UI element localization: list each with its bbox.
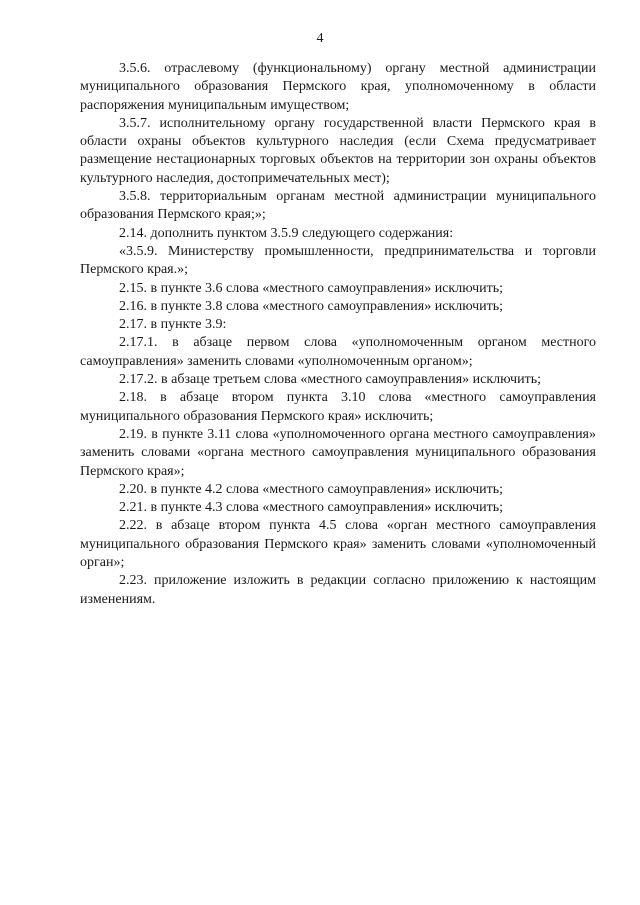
- paragraph-2-19: 2.19. в пункте 3.11 слова «уполномоченного органа местного самоуправления» заменить словами «органа местного самоуправления муниципального образования Пермского края»;: [80, 426, 596, 479]
- paragraph-2-18: 2.18. в абзаце втором пункта 3.10 слова «местного самоуправления муниципального образования Пермского края» исключить;: [80, 390, 596, 424]
- paragraph-3-5-6: 3.5.6. отраслевому (функциональному) органу местной администрации муниципального образования Пермского края, уполномоченному в области распоряжения муниципальным имуществом;: [80, 61, 596, 113]
- paragraph-3-5-9: «3.5.9. Министерству промышленности, предпринимательства и торговли Пермского края.»;: [80, 243, 596, 278]
- paragraph-2-21: 2.21. в пункте 4.3 слова «местного самоуправления» исключить;: [119, 500, 504, 516]
- paragraph-3-5-8: 3.5.8. территориальным органам местной администрации муниципального образования Пермского края;»;: [80, 189, 596, 223]
- document-body: [80, 60, 596, 609]
- paragraph-2-15: 2.15. в пункте 3.6 слова «местного самоуправления» исключить;: [119, 280, 504, 296]
- paragraph-2-23: 2.23. приложение изложить в редакции согласно приложению к настоящим изменениям.: [80, 573, 596, 607]
- paragraph-2-20: 2.20. в пункте 4.2 слова «местного самоуправления» исключить;: [119, 481, 504, 497]
- paragraph-3-5-7: 3.5.7. исполнительному органу государственной власти Пермского края в области охраны объектов культурного наследия (если Схема предусматривает размещение нестационарных торговых объектов на территории зон охраны объектов культурного наследия, достопримечательных мест);: [80, 115, 596, 186]
- paragraph-2-14: 2.14. дополнить пунктом 3.5.9 следующего содержания:: [119, 225, 454, 241]
- page-number: 4: [316, 31, 324, 46]
- paragraph-2-16: 2.16. в пункте 3.8 слова «местного самоуправления» исключить;: [119, 298, 504, 314]
- paragraph-2-22: 2.22. в абзаце втором пункта 4.5 слова «орган местного самоуправления муниципального образования Пермского края» заменить словами «уполномоченный орган»;: [80, 518, 596, 571]
- paragraph-2-17-1: 2.17.1. в абзаце первом слова «уполномоченным органом местного самоуправления» заменить словами «уполномоченным органом»;: [80, 335, 596, 369]
- paragraph-2-17: 2.17. в пункте 3.9:: [119, 317, 227, 333]
- paragraph-2-17-2: 2.17.2. в абзаце третьем слова «местного самоуправления» исключить;: [119, 372, 541, 388]
